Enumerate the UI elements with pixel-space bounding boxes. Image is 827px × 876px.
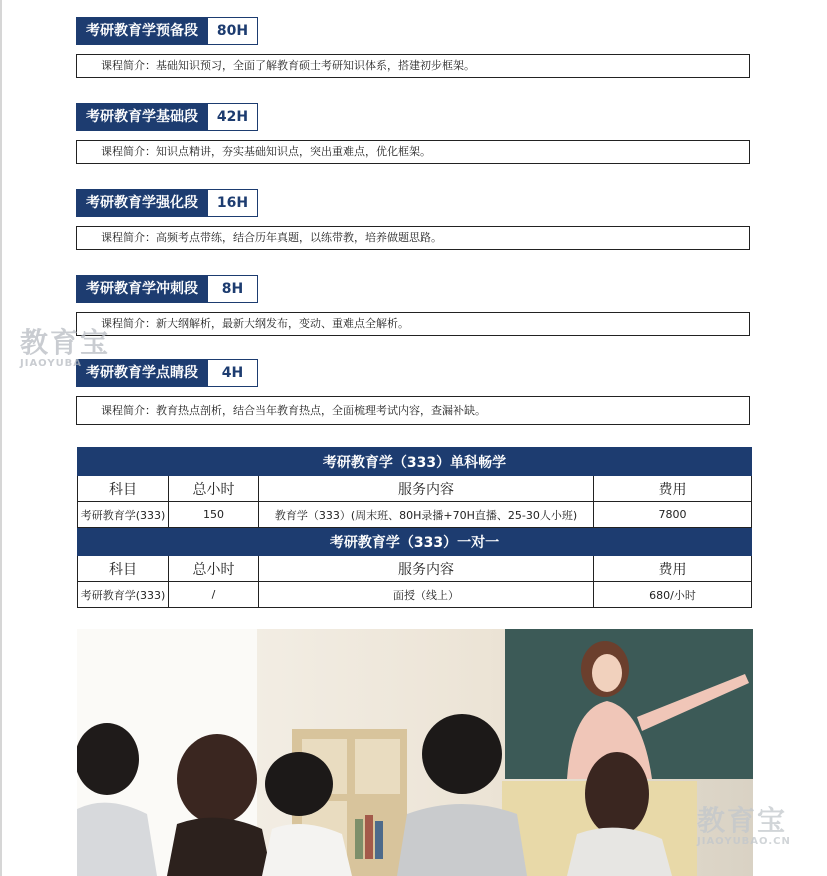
cell-fee: 680/小时 <box>594 582 752 608</box>
table-header-row <box>78 556 752 582</box>
column-header: 总小时 <box>169 476 259 502</box>
stage-header-prep <box>76 17 258 45</box>
cell-subject: 考研教育学(333) <box>78 502 169 528</box>
stage-title: 考研教育学强化段 <box>76 189 208 217</box>
table-row <box>78 502 752 528</box>
stage-hours: 8H <box>208 275 258 303</box>
watermark-logo-right <box>697 806 791 848</box>
watermark-text: 教育宝 <box>697 804 788 837</box>
watermark-logo-left <box>20 328 110 370</box>
column-header: 费用 <box>594 476 752 502</box>
stage-hours: 16H <box>208 189 258 217</box>
stage-title: 考研教育学预备段 <box>76 17 208 45</box>
cell-service: 面授（线上） <box>259 582 594 608</box>
table-title-row <box>78 528 752 556</box>
table-title: 考研教育学（333）一对一 <box>78 528 752 556</box>
stage-description: 课程简介：基础知识预习，全面了解教育硕士考研知识体系，搭建初步框架。 <box>76 54 750 78</box>
column-header: 科目 <box>78 476 169 502</box>
stage-header-foundation <box>76 103 258 131</box>
stage-title: 考研教育学基础段 <box>76 103 208 131</box>
cell-hours: 150 <box>169 502 259 528</box>
stage-hours: 80H <box>208 17 258 45</box>
stage-header-sprint <box>76 275 258 303</box>
stage-hours: 4H <box>208 359 258 387</box>
watermark-subtext: JIAOYUBAO.CN <box>697 836 791 847</box>
table-title-row <box>78 448 752 476</box>
cell-hours: / <box>169 582 259 608</box>
left-border <box>0 0 2 876</box>
stage-description: 课程简介：教育热点剖析，结合当年教育热点，全面梳理考试内容，查漏补缺。 <box>76 396 750 425</box>
cell-fee: 7800 <box>594 502 752 528</box>
column-header: 服务内容 <box>259 476 594 502</box>
column-header: 费用 <box>594 556 752 582</box>
table-title: 考研教育学（333）单科畅学 <box>78 448 752 476</box>
stage-description: 课程简介：知识点精讲，夯实基础知识点，突出重难点，优化框架。 <box>76 140 750 164</box>
stage-description: 课程简介：新大纲解析，最新大纲发布，变动、重难点全解析。 <box>76 312 750 336</box>
column-header: 服务内容 <box>259 556 594 582</box>
column-header: 总小时 <box>169 556 259 582</box>
table-header-row <box>78 476 752 502</box>
price-table <box>77 447 752 608</box>
stage-title: 考研教育学冲刺段 <box>76 275 208 303</box>
watermark-subtext: JIAOYUBA <box>20 358 83 369</box>
stage-header-intensive <box>76 189 258 217</box>
watermark-text: 教育宝 <box>20 326 111 359</box>
cell-service: 教育学（333）(周末班、80H录播+70H直播、25-30人小班) <box>259 502 594 528</box>
stage-title: 考研教育学点睛段 <box>76 359 208 387</box>
cell-subject: 考研教育学(333) <box>78 582 169 608</box>
classroom-photo <box>77 629 753 876</box>
stage-description: 课程简介：高频考点带练，结合历年真题，以练带教，培养做题思路。 <box>76 226 750 250</box>
column-header: 科目 <box>78 556 169 582</box>
table-row <box>78 582 752 608</box>
stage-hours: 42H <box>208 103 258 131</box>
